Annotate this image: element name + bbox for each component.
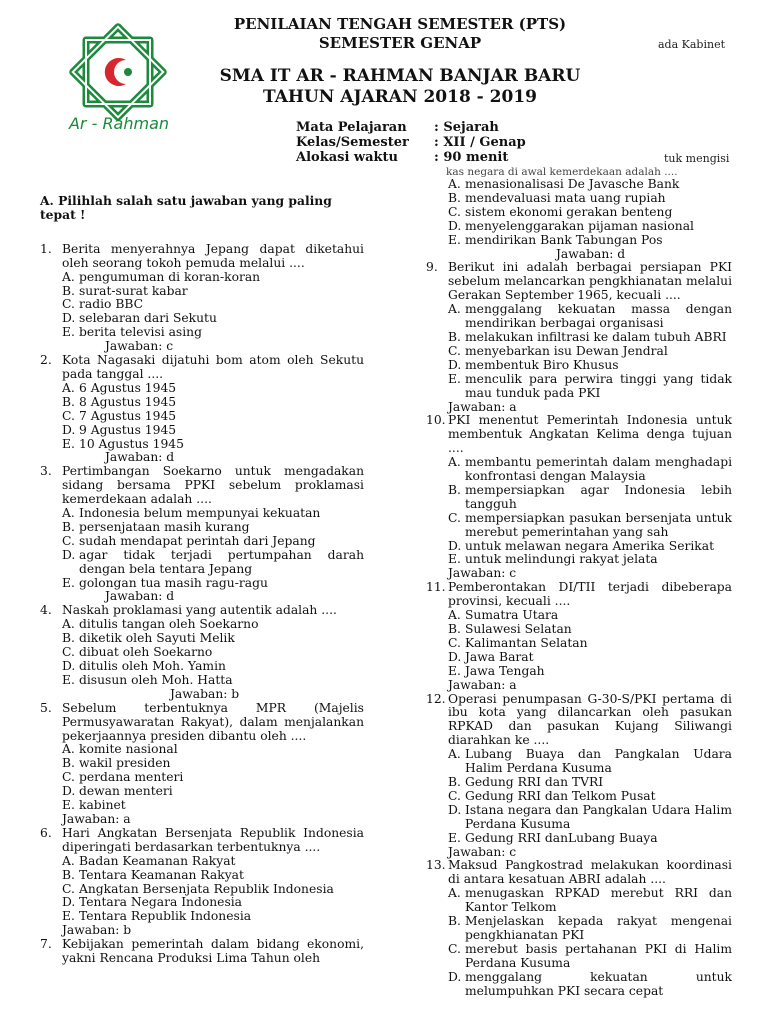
option-text: sistem ekonomi gerakan benteng: [465, 204, 673, 219]
option-item: [62, 312, 364, 326]
option-text: Sulawesi Selatan: [465, 622, 572, 636]
option-text: menggalang kekuatan massa dengan mendirikan berbagai organisasi: [465, 302, 732, 331]
option-text: dibuat oleh Soekarno: [79, 645, 213, 660]
option-letter: A.: [448, 177, 461, 191]
option-text: menyebarkan isu Dewan Jendral: [465, 343, 668, 358]
option-item: [62, 438, 364, 452]
option-letter: E.: [448, 371, 461, 386]
option-item: [62, 910, 364, 924]
option-text: ditulis tangan oleh Soekarno: [79, 617, 259, 632]
option-item: [448, 623, 732, 637]
option-letter: B.: [62, 519, 75, 534]
option-letter: E.: [62, 575, 75, 590]
option-letter: E.: [448, 663, 461, 678]
option-list: [40, 271, 364, 341]
option-text: wakil presiden: [79, 756, 171, 771]
option-letter: A.: [448, 608, 461, 623]
option-text: Kalimantan Selatan: [465, 635, 588, 650]
option-text: untuk melawan negara Amerika Serikat: [465, 538, 715, 553]
option-list: [426, 456, 732, 567]
question-text: Pemberontakan DI/TII terjadi dibeberapa provinsi, kecuali ....: [448, 580, 732, 609]
option-letter: B.: [448, 622, 461, 636]
answer-label: Jawaban: a: [448, 399, 517, 414]
question-number: 13.: [426, 858, 446, 873]
option-text: selebaran dari Sekutu: [79, 311, 217, 326]
option-item: [62, 869, 364, 883]
option-letter: D.: [448, 538, 462, 553]
option-text: Jawa Barat: [465, 649, 534, 664]
question-item: [426, 261, 732, 414]
answer-label: Jawaban: c: [448, 566, 517, 581]
option-letter: D.: [448, 969, 462, 984]
question-number: 12.: [426, 691, 446, 706]
option-letter: E.: [62, 325, 75, 340]
question-number: 2.: [40, 353, 52, 368]
option-letter: B.: [62, 756, 75, 771]
option-list: [40, 618, 364, 688]
question-text: Kebijakan pemerintah dalam bidang ekonomi, yakni Rencana Produksi Lima Tahun oleh: [62, 937, 364, 966]
question-header: [40, 604, 364, 618]
option-item: [62, 285, 364, 299]
option-text: menggalang kekuatan untuk melumpuhkan PKI secara cepat: [465, 969, 732, 998]
option-letter: B.: [448, 482, 461, 497]
question-text: Hari Angkatan Bersenjata Republik Indonesia diperingati berdasarkan terbentuknya ....: [62, 825, 364, 854]
option-list: [40, 507, 364, 590]
option-letter: B.: [448, 190, 461, 205]
option-text: radio BBC: [79, 297, 144, 312]
option-text: perdana menteri: [79, 770, 184, 785]
option-letter: A.: [448, 747, 461, 762]
option-letter: E.: [448, 552, 461, 567]
option-item: [62, 646, 364, 660]
option-text: mempersiapkan agar Indonesia lebih tangguh: [465, 482, 732, 511]
logo-caption: Ar - Rahman: [68, 114, 170, 133]
option-item: [448, 303, 732, 331]
option-letter: B.: [62, 283, 75, 298]
option-letter: C.: [448, 788, 461, 803]
option-text: Badan Keamanan Rakyat: [79, 853, 236, 868]
option-letter: D.: [448, 357, 462, 372]
question-header: [426, 581, 732, 609]
option-item: [448, 609, 732, 623]
answer-label: Jawaban: b: [62, 923, 132, 938]
option-letter: B.: [62, 394, 75, 409]
option-letter: C.: [448, 204, 461, 219]
option-item: [62, 618, 364, 632]
question-item: [40, 702, 364, 827]
option-letter: E.: [62, 909, 75, 924]
question-item: [426, 581, 732, 692]
option-item: [62, 799, 364, 813]
option-text: persenjataan masih kurang: [79, 519, 250, 534]
option-letter: B.: [448, 329, 461, 344]
option-text: dewan menteri: [79, 784, 173, 799]
school-name: SMA IT AR - RAHMAN BANJAR BARU: [219, 66, 581, 86]
question-text: Sebelum terbentuknya MPR (Majelis Permusyawaratan Rakyat), dalam menjalankan pekerjaannya presiden dibantu oleh ....: [62, 700, 364, 743]
option-letter: D.: [62, 659, 76, 673]
option-item: [62, 326, 364, 340]
option-letter: A.: [62, 742, 75, 757]
option-letter: C.: [448, 635, 461, 650]
option-letter: C.: [62, 770, 75, 785]
academic-year: TAHUN AJARAN 2018 - 2019: [263, 87, 537, 107]
instruction: A. Pilihlah salah satu jawaban yang paling tepat !: [40, 193, 332, 222]
option-item: [62, 382, 364, 396]
option-letter: C.: [62, 645, 75, 660]
question-8-answer: Jawaban: d: [556, 246, 626, 261]
option-item: [448, 345, 732, 359]
question-item: [40, 243, 364, 354]
option-letter: C.: [448, 343, 461, 358]
option-text: menasionalisasi De Javasche Bank: [465, 177, 680, 191]
option-item: [62, 883, 364, 897]
option-letter: B.: [62, 867, 75, 882]
option-letter: A.: [448, 455, 461, 470]
option-text: disusun oleh Moh. Hatta: [79, 672, 233, 687]
option-text: diketik oleh Sayuti Melik: [79, 631, 235, 646]
question-item: [40, 827, 364, 938]
option-item: [448, 943, 732, 971]
option-letter: D.: [62, 784, 76, 799]
option-letter: E.: [448, 830, 461, 845]
question-header: [40, 702, 364, 744]
question-item: [40, 604, 364, 701]
option-letter: C.: [448, 941, 461, 956]
option-text: pengumuman di koran-koran: [79, 269, 261, 284]
option-item: [62, 298, 364, 312]
question-number: 5.: [40, 700, 52, 715]
option-letter: D.: [62, 895, 76, 910]
option-item: [448, 637, 732, 651]
option-list: [40, 855, 364, 925]
option-letter: A.: [62, 380, 75, 395]
option-text: mempersiapkan pasukan bersenjata untuk merebut pemerintahan yang sah: [465, 510, 732, 539]
question-number: 6.: [40, 825, 52, 840]
option-text: berita televisi asing: [79, 325, 202, 340]
question-number: 1.: [40, 241, 52, 256]
question-text: PKI menentut Pemerintah Indonesia untuk membentuk Angkatan Kelima denga tujuan ....: [448, 413, 732, 456]
answer-label: Jawaban: c: [105, 339, 174, 354]
option-letter: E.: [62, 672, 75, 687]
option-text: Lubang Buaya dan Pangkalan Udara Halim Perdana Kusuma: [465, 747, 732, 776]
option-letter: D.: [448, 649, 462, 664]
option-item: [62, 855, 364, 869]
option-text: menculik para perwira tinggi yang tidak mau tunduk pada PKI: [465, 371, 732, 400]
option-letter: B.: [62, 631, 75, 646]
option-text: menugaskan RPKAD merebut RRI dan Kantor Telkom: [465, 886, 732, 915]
question-item: [426, 859, 732, 998]
question-number: 4.: [40, 603, 52, 618]
option-item: [448, 359, 732, 373]
bleed-text-top: ada Kabinet: [658, 38, 726, 51]
option-text: ditulis oleh Moh. Yamin: [79, 659, 226, 673]
option-text: kabinet: [79, 798, 126, 813]
option-text: Tentara Negara Indonesia: [79, 895, 243, 910]
option-text: Gedung RRI danLubang Buaya: [465, 830, 658, 845]
answer-label: Jawaban: b: [170, 686, 240, 701]
option-letter: C.: [62, 408, 75, 423]
option-letter: C.: [62, 533, 75, 548]
option-item: [448, 178, 732, 192]
answer-label: Jawaban: a: [62, 811, 131, 826]
option-item: [448, 456, 732, 484]
option-text: melakukan infiltrasi ke dalam tubuh ABRI: [465, 329, 727, 344]
option-item: [448, 776, 732, 790]
option-letter: E.: [62, 436, 75, 451]
option-text: membentuk Biro Khusus: [465, 357, 619, 372]
option-text: Menjelaskan kepada rakyat mengenai pengkhianatan PKI: [465, 914, 732, 942]
right-question-list: [426, 261, 732, 998]
info-class: Kelas/Semester : XII / Genap: [296, 135, 526, 150]
option-letter: E.: [62, 798, 75, 813]
option-text: Gedung RRI dan Telkom Pusat: [465, 788, 656, 803]
option-item: [448, 540, 732, 554]
answer-label: Jawaban: a: [448, 677, 517, 692]
question-text: Maksud Pangkostrad melakukan koordinasi di antara kesatuan ABRI adalah ....: [448, 858, 732, 887]
option-text: untuk melindungi rakyat jelata: [465, 552, 658, 567]
answer-label: Jawaban: d: [105, 450, 175, 465]
option-item: [62, 271, 364, 285]
option-item: [62, 743, 364, 757]
option-text: Sumatra Utara: [465, 608, 559, 623]
option-letter: B.: [448, 774, 461, 789]
question-text: Kota Nagasaki dijatuhi bom atom oleh Sekutu pada tanggal ....: [62, 353, 364, 381]
option-text: merebut basis pertahanan PKI di Halim Perdana Kusuma: [465, 941, 732, 970]
question-text: Naskah proklamasi yang autentik adalah ....: [62, 603, 337, 618]
question-item: [40, 354, 364, 465]
question-header: [40, 354, 364, 382]
option-text: menyelenggarakan pijaman nasional: [465, 218, 694, 233]
question-text: Berita menyerahnya Jepang dapat diketahui oleh seorang tokoh pemuda melalui ....: [62, 241, 364, 270]
option-text: membantu pemerintah dalam menghadapi konfrontasi dengan Malaysia: [465, 455, 732, 484]
question-header: [40, 243, 364, 271]
option-letter: B.: [448, 914, 461, 929]
question-header: [426, 261, 732, 303]
option-item: [448, 651, 732, 665]
option-letter: A.: [448, 302, 461, 317]
option-item: [448, 887, 732, 915]
option-letter: A.: [62, 853, 75, 868]
option-item: [448, 512, 732, 540]
option-item: [62, 507, 364, 521]
option-letter: A.: [62, 617, 75, 632]
question-header: [426, 859, 732, 887]
left-column: [40, 194, 364, 966]
option-item: [62, 771, 364, 785]
exam-title: PENILAIAN TENGAH SEMESTER (PTS): [233, 15, 567, 33]
option-text: Istana negara dan Pangkalan Udara Halim Perdana Kusuma: [465, 802, 732, 831]
option-item: [448, 790, 732, 804]
option-text: Indonesia belum mempunyai kekuatan: [79, 506, 321, 521]
option-text: golongan tua masih ragu-ragu: [79, 575, 268, 590]
option-item: [448, 804, 732, 832]
option-text: Tentara Keamanan Rakyat: [79, 867, 244, 882]
option-item: [448, 234, 732, 248]
question-header: [426, 693, 732, 749]
option-item: [62, 521, 364, 535]
option-letter: D.: [62, 547, 76, 562]
answer-label: Jawaban: d: [105, 589, 175, 604]
question-header: [40, 465, 364, 507]
option-item: [448, 553, 732, 567]
info-duration: Alokasi waktu : 90 menit: [296, 150, 509, 165]
option-list: [40, 382, 364, 452]
option-letter: A.: [448, 886, 461, 901]
option-text: 10 Agustus 1945: [79, 436, 184, 451]
option-item: [62, 674, 364, 688]
bleed-text-overlap: kas negara di awal kemerdekaan adalah ....: [446, 166, 678, 178]
question-text: Operasi penumpasan G-30-S/PKI pertama di ibu kota yang dilancarkan oleh pasukan RPKAD dan pasukan Kujang Siliwangi diarahkan ke ....: [448, 691, 732, 748]
option-item: [62, 757, 364, 771]
option-item: [62, 396, 364, 410]
option-letter: C.: [448, 510, 461, 525]
option-letter: D.: [62, 422, 76, 437]
option-text: 6 Agustus 1945: [79, 380, 177, 395]
option-text: mendirikan Bank Tabungan Pos: [465, 232, 663, 247]
option-text: Jawa Tengah: [465, 663, 545, 678]
option-item: [448, 915, 732, 943]
option-text: sudah mendapat perintah dari Jepang: [79, 533, 316, 548]
question-header: [40, 938, 364, 966]
option-item: [62, 896, 364, 910]
option-item: [62, 785, 364, 799]
option-text: 7 Agustus 1945: [79, 408, 177, 423]
question-item: [40, 938, 364, 966]
option-text: 8 Agustus 1945: [79, 394, 177, 409]
option-letter: D.: [62, 311, 76, 326]
option-text: komite nasional: [79, 742, 178, 757]
semester-title: SEMESTER GENAP: [318, 34, 482, 52]
option-list: [426, 303, 732, 400]
option-letter: C.: [62, 297, 75, 312]
question-text: Berikut ini adalah berbagai persiapan PKI sebelum melancarkan pengkhianatan melalui Gerakan September 1965, kecuali ....: [448, 260, 732, 303]
option-list: [40, 743, 364, 813]
option-text: Tentara Republik Indonesia: [79, 909, 252, 924]
option-list: [426, 609, 732, 679]
option-text: 9 Agustus 1945: [79, 422, 177, 437]
question-text: Pertimbangan Soekarno untuk mengadakan sidang bersama PPKI sebelum proklamasi kemerdekaan adalah ....: [62, 464, 364, 507]
option-letter: A.: [62, 269, 75, 284]
question-item: [40, 465, 364, 604]
option-letter: D.: [448, 218, 462, 233]
option-letter: C.: [62, 881, 75, 896]
option-item: [62, 424, 364, 438]
option-item: [62, 549, 364, 577]
option-item: [448, 192, 732, 206]
question-number: 10.: [426, 413, 446, 428]
bleed-text-right: tuk mengisi: [664, 152, 730, 165]
question-number: 11.: [426, 580, 446, 595]
option-letter: E.: [448, 232, 461, 247]
option-text: surat-surat kabar: [79, 283, 188, 298]
info-subject: Mata Pelajaran : Sejarah: [296, 120, 499, 135]
question-header: [40, 827, 364, 855]
option-item: [448, 220, 732, 234]
option-text: Angkatan Bersenjata Republik Indonesia: [79, 881, 334, 896]
option-item: [62, 660, 364, 674]
option-item: [62, 535, 364, 549]
option-text: agar tidak terjadi pertumpahan darah dengan bela tentara Jepang: [79, 547, 364, 576]
left-question-list: [40, 243, 364, 966]
option-list: [426, 748, 732, 845]
option-text: Gedung RRI dan TVRI: [465, 774, 604, 789]
question-number: 9.: [426, 260, 438, 275]
option-item: [448, 484, 732, 512]
option-item: [448, 832, 732, 846]
answer-label: Jawaban: c: [448, 844, 517, 859]
option-letter: D.: [448, 802, 462, 817]
question-item: [426, 414, 732, 581]
option-letter: A.: [62, 506, 75, 521]
option-item: [62, 577, 364, 591]
option-item: [448, 748, 732, 776]
option-item: [62, 410, 364, 424]
option-item: [62, 632, 364, 646]
option-item: [448, 206, 732, 220]
option-list: [426, 887, 732, 998]
option-item: [448, 373, 732, 401]
option-item: [448, 331, 732, 345]
option-item: [448, 665, 732, 679]
right-column: [426, 178, 732, 998]
question-number: 3.: [40, 464, 52, 479]
question-header: [426, 414, 732, 456]
question-item: [426, 693, 732, 860]
option-text: mendevaluasi mata uang rupiah: [465, 190, 666, 205]
option-item: [448, 971, 732, 999]
question-number: 7.: [40, 937, 52, 952]
question-8-options: [426, 178, 732, 248]
